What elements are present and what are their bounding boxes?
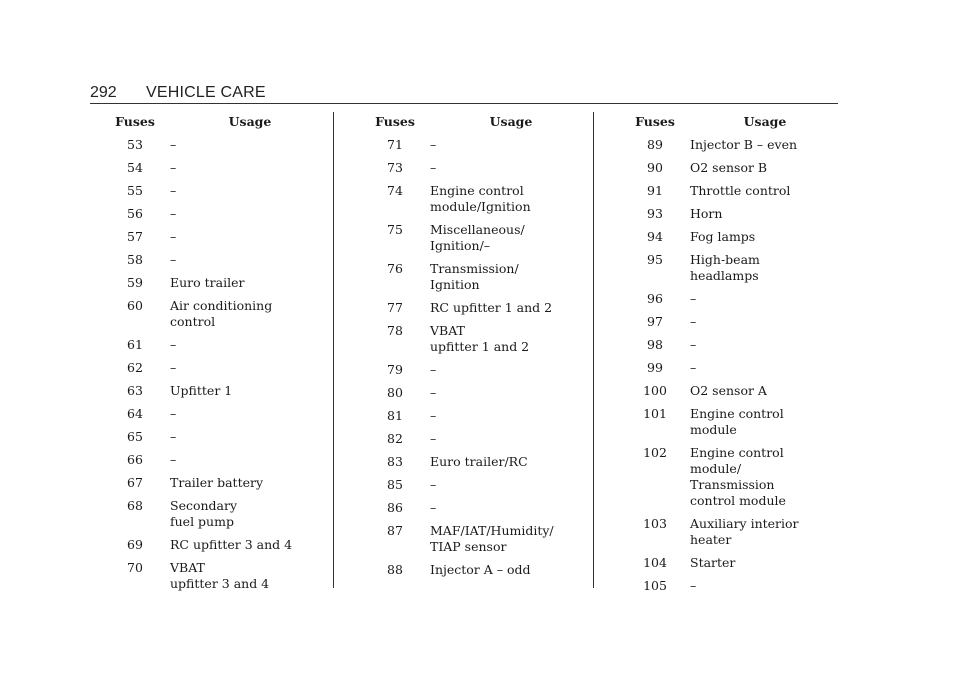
fuse-number: 67 xyxy=(127,475,143,490)
table-row xyxy=(360,323,592,355)
fuse-usage xyxy=(430,523,592,555)
usage-line: Throttle control xyxy=(690,183,791,198)
fuse-number: 82 xyxy=(387,431,403,446)
table-row xyxy=(620,137,840,153)
usage-line: Injector B – even xyxy=(690,137,798,152)
table-rows xyxy=(100,137,330,592)
fuse-table-column-3 xyxy=(620,114,840,601)
fuse-usage xyxy=(690,252,840,284)
table-row xyxy=(100,337,330,353)
usage-line: Injector A – odd xyxy=(430,562,531,577)
fuse-usage xyxy=(430,222,592,254)
fuse-number: 61 xyxy=(127,337,143,352)
fuse-usage xyxy=(690,383,840,399)
table-row xyxy=(100,229,330,245)
table-row xyxy=(100,429,330,445)
table-row xyxy=(100,537,330,553)
fuse-usage xyxy=(430,362,592,378)
usage-line: module/Ignition xyxy=(430,199,531,214)
usage-line: – xyxy=(430,477,437,492)
usage-line: TIAP sensor xyxy=(430,539,507,554)
usage-line: O2 sensor B xyxy=(690,160,768,175)
fuse-usage xyxy=(170,383,330,399)
usage-line: heater xyxy=(690,532,732,547)
fuse-usage xyxy=(690,445,840,509)
usage-line: – xyxy=(170,137,177,152)
usage-line: RC upfitter 3 and 4 xyxy=(170,537,293,552)
usage-line: control xyxy=(170,314,216,329)
usage-line: – xyxy=(430,500,437,515)
usage-header: Usage xyxy=(489,114,533,129)
table-header xyxy=(620,114,840,130)
fuse-number: 78 xyxy=(387,323,403,338)
fuse-usage xyxy=(690,137,840,153)
table-row xyxy=(100,360,330,376)
column-divider xyxy=(593,112,594,588)
usage-line: – xyxy=(170,360,177,375)
table-row xyxy=(620,555,840,571)
usage-line: – xyxy=(170,452,177,467)
fuse-number: 94 xyxy=(647,229,663,244)
fuse-number: 59 xyxy=(127,275,143,290)
usage-line: Trailer battery xyxy=(170,475,264,490)
fuse-usage xyxy=(430,261,592,293)
fuse-usage xyxy=(170,537,330,553)
fuse-number: 81 xyxy=(387,408,403,423)
usage-line: – xyxy=(430,408,437,423)
fuse-usage xyxy=(430,454,592,470)
fuse-number: 102 xyxy=(643,445,667,460)
table-row xyxy=(620,252,840,284)
usage-line: – xyxy=(430,431,437,446)
fuse-usage xyxy=(690,578,840,594)
usage-line: module xyxy=(690,422,737,437)
fuse-number: 73 xyxy=(387,160,403,175)
fuse-number: 90 xyxy=(647,160,663,175)
table-row xyxy=(620,314,840,330)
table-row xyxy=(360,454,592,470)
fuse-number: 53 xyxy=(127,137,143,152)
fuse-usage xyxy=(170,160,330,176)
fuse-number: 68 xyxy=(127,498,143,513)
usage-line: headlamps xyxy=(690,268,759,283)
fuse-number: 58 xyxy=(127,252,143,267)
table-row xyxy=(620,229,840,245)
usage-line: – xyxy=(430,137,437,152)
fuse-usage xyxy=(170,452,330,468)
table-row xyxy=(620,383,840,399)
fuse-usage xyxy=(690,160,840,176)
fuse-usage xyxy=(430,160,592,176)
usage-line: upfitter 3 and 4 xyxy=(170,576,270,591)
header-rule xyxy=(90,103,838,104)
usage-line: – xyxy=(690,291,697,306)
table-row xyxy=(100,252,330,268)
fuse-usage xyxy=(430,323,592,355)
table-row xyxy=(620,406,840,438)
fuse-number: 60 xyxy=(127,298,143,313)
usage-line: – xyxy=(690,578,697,593)
table-row xyxy=(100,160,330,176)
table-row xyxy=(100,275,330,291)
fuse-number: 79 xyxy=(387,362,403,377)
fuse-usage xyxy=(690,406,840,438)
usage-line: Ignition/– xyxy=(430,238,491,253)
usage-line: Secondary xyxy=(170,498,238,513)
fuse-usage xyxy=(690,206,840,222)
fuse-usage xyxy=(170,406,330,422)
fuse-usage xyxy=(430,385,592,401)
table-row xyxy=(620,360,840,376)
fuse-usage xyxy=(430,562,592,578)
fuse-usage xyxy=(690,337,840,353)
fuse-number: 70 xyxy=(127,560,143,575)
usage-line: – xyxy=(170,406,177,421)
usage-line: RC upfitter 1 and 2 xyxy=(430,300,553,315)
fuse-number: 93 xyxy=(647,206,663,221)
table-row xyxy=(100,137,330,153)
usage-header: Usage xyxy=(228,114,272,129)
table-row xyxy=(360,562,592,578)
fuse-number: 98 xyxy=(647,337,663,352)
usage-line: VBAT xyxy=(170,560,205,575)
table-row xyxy=(360,222,592,254)
fuse-number: 97 xyxy=(647,314,663,329)
usage-line: Engine control xyxy=(430,183,524,198)
table-row xyxy=(620,183,840,199)
table-row xyxy=(360,431,592,447)
fuse-number: 104 xyxy=(643,555,667,570)
fuse-usage xyxy=(170,360,330,376)
fuse-number: 91 xyxy=(647,183,663,198)
fuse-usage xyxy=(430,477,592,493)
fuse-number: 77 xyxy=(387,300,403,315)
fuses-header: Fuses xyxy=(635,114,675,129)
fuse-usage xyxy=(430,300,592,316)
fuse-usage xyxy=(690,229,840,245)
usage-line: Euro trailer xyxy=(170,275,245,290)
fuse-table-column-1 xyxy=(100,114,330,599)
fuse-usage xyxy=(690,314,840,330)
fuse-number: 63 xyxy=(127,383,143,398)
fuse-usage xyxy=(170,337,330,353)
usage-line: – xyxy=(430,160,437,175)
fuse-number: 56 xyxy=(127,206,143,221)
fuse-usage xyxy=(430,431,592,447)
table-header xyxy=(100,114,330,130)
fuse-number: 99 xyxy=(647,360,663,375)
fuse-usage xyxy=(170,275,330,291)
usage-line: – xyxy=(170,229,177,244)
fuse-number: 75 xyxy=(387,222,403,237)
table-row xyxy=(360,362,592,378)
usage-line: control module xyxy=(690,493,786,508)
section-title: VEHICLE CARE xyxy=(146,84,266,101)
table-row xyxy=(100,406,330,422)
table-row xyxy=(360,408,592,424)
fuse-number: 54 xyxy=(127,160,143,175)
fuse-number: 71 xyxy=(387,137,403,152)
fuse-number: 85 xyxy=(387,477,403,492)
fuse-usage xyxy=(170,137,330,153)
usage-line: module/ xyxy=(690,461,742,476)
table-row xyxy=(100,498,330,530)
fuse-usage xyxy=(170,560,330,592)
usage-line: fuel pump xyxy=(170,514,234,529)
table-row xyxy=(360,300,592,316)
fuse-usage xyxy=(170,229,330,245)
usage-line: – xyxy=(430,362,437,377)
table-row xyxy=(360,385,592,401)
fuse-number: 66 xyxy=(127,452,143,467)
fuse-usage xyxy=(430,408,592,424)
table-rows xyxy=(360,137,592,578)
usage-line: – xyxy=(170,337,177,352)
usage-line: Air conditioning xyxy=(170,298,273,313)
table-row xyxy=(100,475,330,491)
usage-line: Fog lamps xyxy=(690,229,756,244)
table-header xyxy=(360,114,592,130)
table-row xyxy=(620,445,840,509)
fuse-usage xyxy=(170,298,330,330)
usage-line: Starter xyxy=(690,555,736,570)
column-divider xyxy=(333,112,334,588)
page-number: 292 xyxy=(90,84,117,101)
usage-line: Engine control xyxy=(690,445,784,460)
table-row xyxy=(620,337,840,353)
fuse-number: 95 xyxy=(647,252,663,267)
usage-line: O2 sensor A xyxy=(690,383,767,398)
fuses-header: Fuses xyxy=(115,114,155,129)
table-row xyxy=(620,206,840,222)
fuse-number: 87 xyxy=(387,523,403,538)
usage-line: Auxiliary interior xyxy=(690,516,799,531)
fuse-number: 65 xyxy=(127,429,143,444)
usage-line: Miscellaneous/ xyxy=(430,222,525,237)
fuse-number: 86 xyxy=(387,500,403,515)
fuse-usage xyxy=(170,475,330,491)
fuse-number: 103 xyxy=(643,516,667,531)
table-row xyxy=(360,137,592,153)
fuse-usage xyxy=(430,183,592,215)
fuse-number: 69 xyxy=(127,537,143,552)
usage-line: MAF/IAT/Humidity/ xyxy=(430,523,554,538)
usage-line: – xyxy=(170,429,177,444)
fuse-number: 74 xyxy=(387,183,403,198)
table-row xyxy=(100,560,330,592)
fuse-number: 88 xyxy=(387,562,403,577)
usage-line: Ignition xyxy=(430,277,480,292)
table-row xyxy=(360,183,592,215)
fuse-usage xyxy=(690,183,840,199)
usage-line: – xyxy=(170,183,177,198)
fuse-usage xyxy=(170,252,330,268)
table-rows xyxy=(620,137,840,594)
usage-line: – xyxy=(170,160,177,175)
table-row xyxy=(100,452,330,468)
fuse-usage xyxy=(690,291,840,307)
fuse-number: 80 xyxy=(387,385,403,400)
fuse-number: 64 xyxy=(127,406,143,421)
usage-line: Transmission xyxy=(690,477,775,492)
fuse-number: 76 xyxy=(387,261,403,276)
usage-header: Usage xyxy=(743,114,787,129)
table-row xyxy=(100,183,330,199)
usage-line: – xyxy=(430,385,437,400)
usage-line: – xyxy=(170,252,177,267)
table-row xyxy=(100,298,330,330)
table-row xyxy=(360,160,592,176)
usage-line: – xyxy=(690,337,697,352)
table-row xyxy=(620,291,840,307)
fuse-number: 57 xyxy=(127,229,143,244)
usage-line: upfitter 1 and 2 xyxy=(430,339,530,354)
usage-line: Horn xyxy=(690,206,723,221)
table-row xyxy=(620,578,840,594)
fuses-header: Fuses xyxy=(375,114,415,129)
table-row xyxy=(100,206,330,222)
fuse-usage xyxy=(170,206,330,222)
fuse-usage xyxy=(430,137,592,153)
fuse-number: 89 xyxy=(647,137,663,152)
fuse-number: 105 xyxy=(643,578,667,593)
table-row xyxy=(620,516,840,548)
fuse-number: 96 xyxy=(647,291,663,306)
fuse-table-column-2 xyxy=(360,114,592,585)
fuse-number: 83 xyxy=(387,454,403,469)
table-row xyxy=(360,523,592,555)
fuse-usage xyxy=(690,555,840,571)
fuse-usage xyxy=(170,429,330,445)
fuse-number: 101 xyxy=(643,406,667,421)
usage-line: – xyxy=(170,206,177,221)
fuse-number: 55 xyxy=(127,183,143,198)
fuse-usage xyxy=(430,500,592,516)
table-row xyxy=(620,160,840,176)
usage-line: Euro trailer/RC xyxy=(430,454,528,469)
usage-line: Upfitter 1 xyxy=(170,383,233,398)
fuse-usage xyxy=(170,498,330,530)
usage-line: High-beam xyxy=(690,252,760,267)
fuse-usage xyxy=(690,516,840,548)
fuse-usage xyxy=(690,360,840,376)
table-row xyxy=(360,477,592,493)
fuse-number: 100 xyxy=(643,383,667,398)
table-row xyxy=(100,383,330,399)
fuse-number: 62 xyxy=(127,360,143,375)
fuse-usage xyxy=(170,183,330,199)
usage-line: – xyxy=(690,360,697,375)
table-row xyxy=(360,261,592,293)
usage-line: Transmission/ xyxy=(430,261,519,276)
usage-line: Engine control xyxy=(690,406,784,421)
usage-line: – xyxy=(690,314,697,329)
usage-line: VBAT xyxy=(430,323,465,338)
table-row xyxy=(360,500,592,516)
